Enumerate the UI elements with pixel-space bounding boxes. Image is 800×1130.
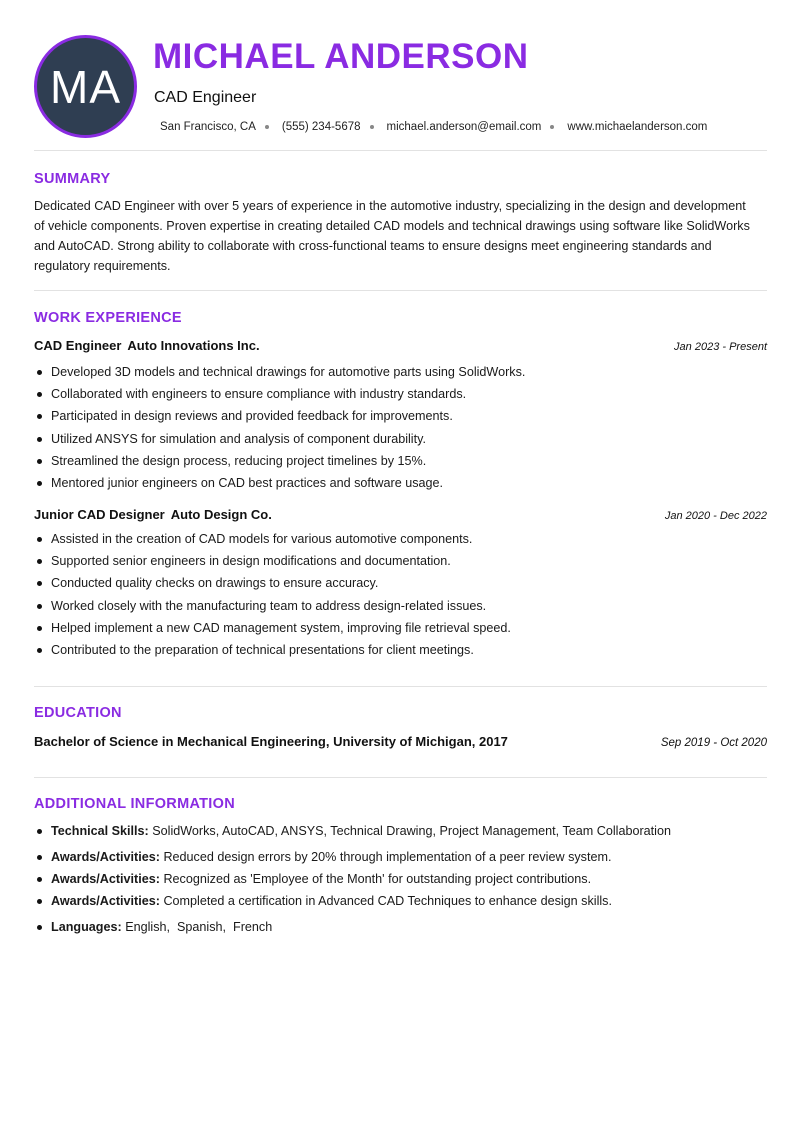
candidate-name: MICHAEL ANDERSON (153, 37, 529, 76)
contact-line (160, 121, 707, 133)
job-header (34, 507, 767, 522)
list-item (34, 820, 671, 842)
list-item (34, 890, 671, 912)
job-company: Auto Innovations Inc. (127, 338, 260, 353)
list-item (34, 868, 671, 890)
education-degree: Bachelor of Science in Mechanical Engineering, University of Michigan, 2017 (34, 734, 508, 749)
job-company: Auto Design Co. (170, 507, 272, 522)
divider (34, 686, 767, 687)
section-title-summary: SUMMARY (34, 171, 111, 187)
list-item: Supported senior engineers in design modifications and documentation. (34, 550, 511, 572)
list-item: Assisted in the creation of CAD models for various automotive components. (34, 528, 511, 550)
item-text: English, Spanish, French (125, 920, 273, 934)
job-title: CAD Engineer (154, 89, 257, 106)
item-label: Awards/Activities: (51, 894, 160, 908)
section-title-education: EDUCATION (34, 705, 122, 721)
list-item: Collaborated with engineers to ensure compliance with industry standards. (34, 383, 525, 405)
separator-dot (550, 125, 554, 129)
contact-email[interactable]: michael.anderson@email.com (386, 121, 542, 133)
list-item: Helped implement a new CAD management system, improving file retrieval speed. (34, 617, 511, 639)
item-text: Reduced design errors by 20% through implementation of a peer review system. (163, 850, 612, 864)
divider (34, 290, 767, 291)
divider (34, 150, 767, 151)
list-item (34, 846, 671, 868)
list-item: Utilized ANSYS for simulation and analysis of component durability. (34, 428, 525, 450)
list-item: Participated in design reviews and provided feedback for improvements. (34, 405, 525, 427)
job-position: Junior CAD Designer (34, 507, 165, 522)
avatar (34, 35, 137, 138)
item-text: Recognized as 'Employee of the Month' for outstanding project contributions. (163, 872, 592, 886)
item-label: Technical Skills: (51, 824, 149, 838)
contact-phone: (555) 234-5678 (281, 121, 361, 133)
job-dates: Jan 2023 - Present (674, 341, 767, 353)
item-text: Completed a certification in Advanced CAD Techniques to enhance design skills. (163, 894, 612, 908)
separator-dot (370, 125, 374, 129)
job-title-line (34, 507, 272, 522)
job-bullets (34, 361, 525, 494)
item-label: Languages: (51, 920, 122, 934)
section-title-additional: ADDITIONAL INFORMATION (34, 796, 235, 812)
education-dates: Sep 2019 - Oct 2020 (660, 737, 767, 749)
item-text: SolidWorks, AutoCAD, ANSYS, Technical Drawing, Project Management, Team Collaboration (152, 824, 671, 838)
separator-dot (265, 125, 269, 129)
list-item: Developed 3D models and technical drawings for automotive parts using SolidWorks. (34, 361, 525, 383)
avatar-initials: MA (50, 60, 121, 113)
job-header (34, 338, 767, 353)
job-position: CAD Engineer (34, 338, 122, 353)
list-item: Streamlined the design process, reducing project timelines by 15%. (34, 450, 525, 472)
list-item (34, 916, 671, 938)
contact-website[interactable]: www.michaelanderson.com (567, 121, 708, 133)
contact-location: San Francisco, CA (160, 121, 256, 133)
list-item: Worked closely with the manufacturing team to address design-related issues. (34, 595, 511, 617)
list-item: Conducted quality checks on drawings to ensure accuracy. (34, 572, 511, 594)
job-dates: Jan 2020 - Dec 2022 (664, 510, 767, 522)
job-bullets (34, 528, 511, 661)
list-item: Mentored junior engineers on CAD best practices and software usage. (34, 472, 525, 494)
education-entry (34, 734, 767, 749)
divider (34, 777, 767, 778)
summary-text: Dedicated CAD Engineer with over 5 years of experience in the automotive industry, specializing in the design and development of vehicle components. Proven expertise in creating detailed CAD models and technical drawings using software like SolidWorks and AutoCAD. Strong ability to collaborate with cross-functional teams to ensure designs meet engineering standards and regulatory requirements. (34, 199, 750, 273)
additional-info-list (34, 820, 671, 938)
section-title-experience: WORK EXPERIENCE (34, 310, 182, 326)
job-title-line (34, 338, 260, 353)
item-label: Awards/Activities: (51, 850, 160, 864)
list-item: Contributed to the preparation of technical presentations for client meetings. (34, 639, 511, 661)
item-label: Awards/Activities: (51, 872, 160, 886)
